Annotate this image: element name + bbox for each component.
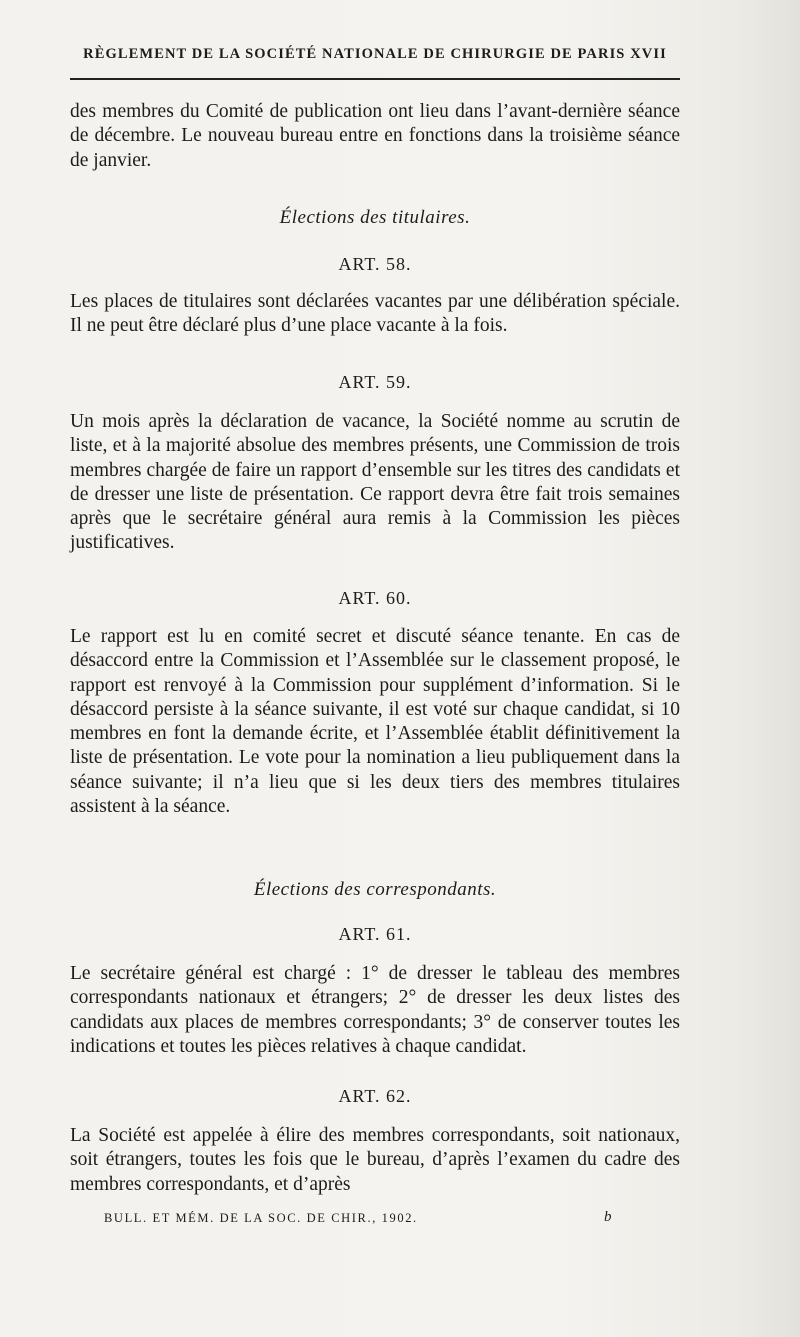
article-58-heading: ART. 58. [338,254,412,274]
article-59-text: Un mois après la déclaration de vacance, la Société nomme au scrutin de liste, et à la majorité absolue des membres présents, une Commission de trois membres chargée de faire un rapport d’ensemble sur les titres des candidats et de dresser une liste de présentation. Ce rapport devra être fait trois semaines après que le secrétaire général aura remis à la Commission les pièces justificatives. [70,411,680,554]
footer-citation: BULL. ET MÉM. DE LA SOC. DE CHIR., 1902. [104,1211,418,1225]
running-head: RÈGLEMENT DE LA SOCIÉTÉ NATIONALE DE CHIRURGIE DE PARIS XVII [83,46,667,62]
article-58-text: Les places de titulaires sont déclarées vacantes par une délibération spéciale. Il ne peut être déclaré plus d’une place vacante à la fois. [70,291,680,337]
intro-paragraph: des membres du Comité de publication ont lieu dans l’avant-dernière séance de décembre. Le nouveau bureau entre en fonctions dans la troisième séance de janvier. [70,101,680,171]
signature-mark: b [604,1209,612,1225]
section-title-correspondants: Élections des correspondants. [253,879,497,900]
header-rule [70,78,680,80]
article-60-text: Le rapport est lu en comité secret et discuté séance tenante. En cas de désaccord entre la Commission et l’Assemblée sur le classement proposé, le rapport est renvoyé à la Commission pour supplément d’information. Si le désaccord persiste à la séance suivante, il est voté sur chaque candidat, si 10 membres en font la demande écrite, et l’Assemblée établit définitivement la liste de présentation. Le vote pour la nomination a lieu publiquement dans la séance suivante; il n’a lieu que si les deux tiers des membres titulaires assistent à la séance. [70,626,680,818]
article-59-heading: ART. 59. [338,372,412,392]
article-62-text: La Société est appelée à élire des membres correspondants, soit nationaux, soit étrangers, toutes les fois que le bureau, d’après l’examen du cadre des membres correspondants, et d’après [70,1125,680,1195]
section-title-titulaires: Élections des titulaires. [279,207,471,228]
article-61-text: Le secrétaire général est chargé : 1° de dresser le tableau des membres correspondants nationaux et étrangers; 2° de dresser les deux listes des candidats aux places de membres correspondants; 3° de conserver toutes les indications et toutes les pièces relatives à chaque candidat. [70,963,680,1057]
article-60-heading: ART. 60. [338,588,412,608]
article-61-heading: ART. 61. [338,924,412,944]
article-62-heading: ART. 62. [338,1086,412,1106]
